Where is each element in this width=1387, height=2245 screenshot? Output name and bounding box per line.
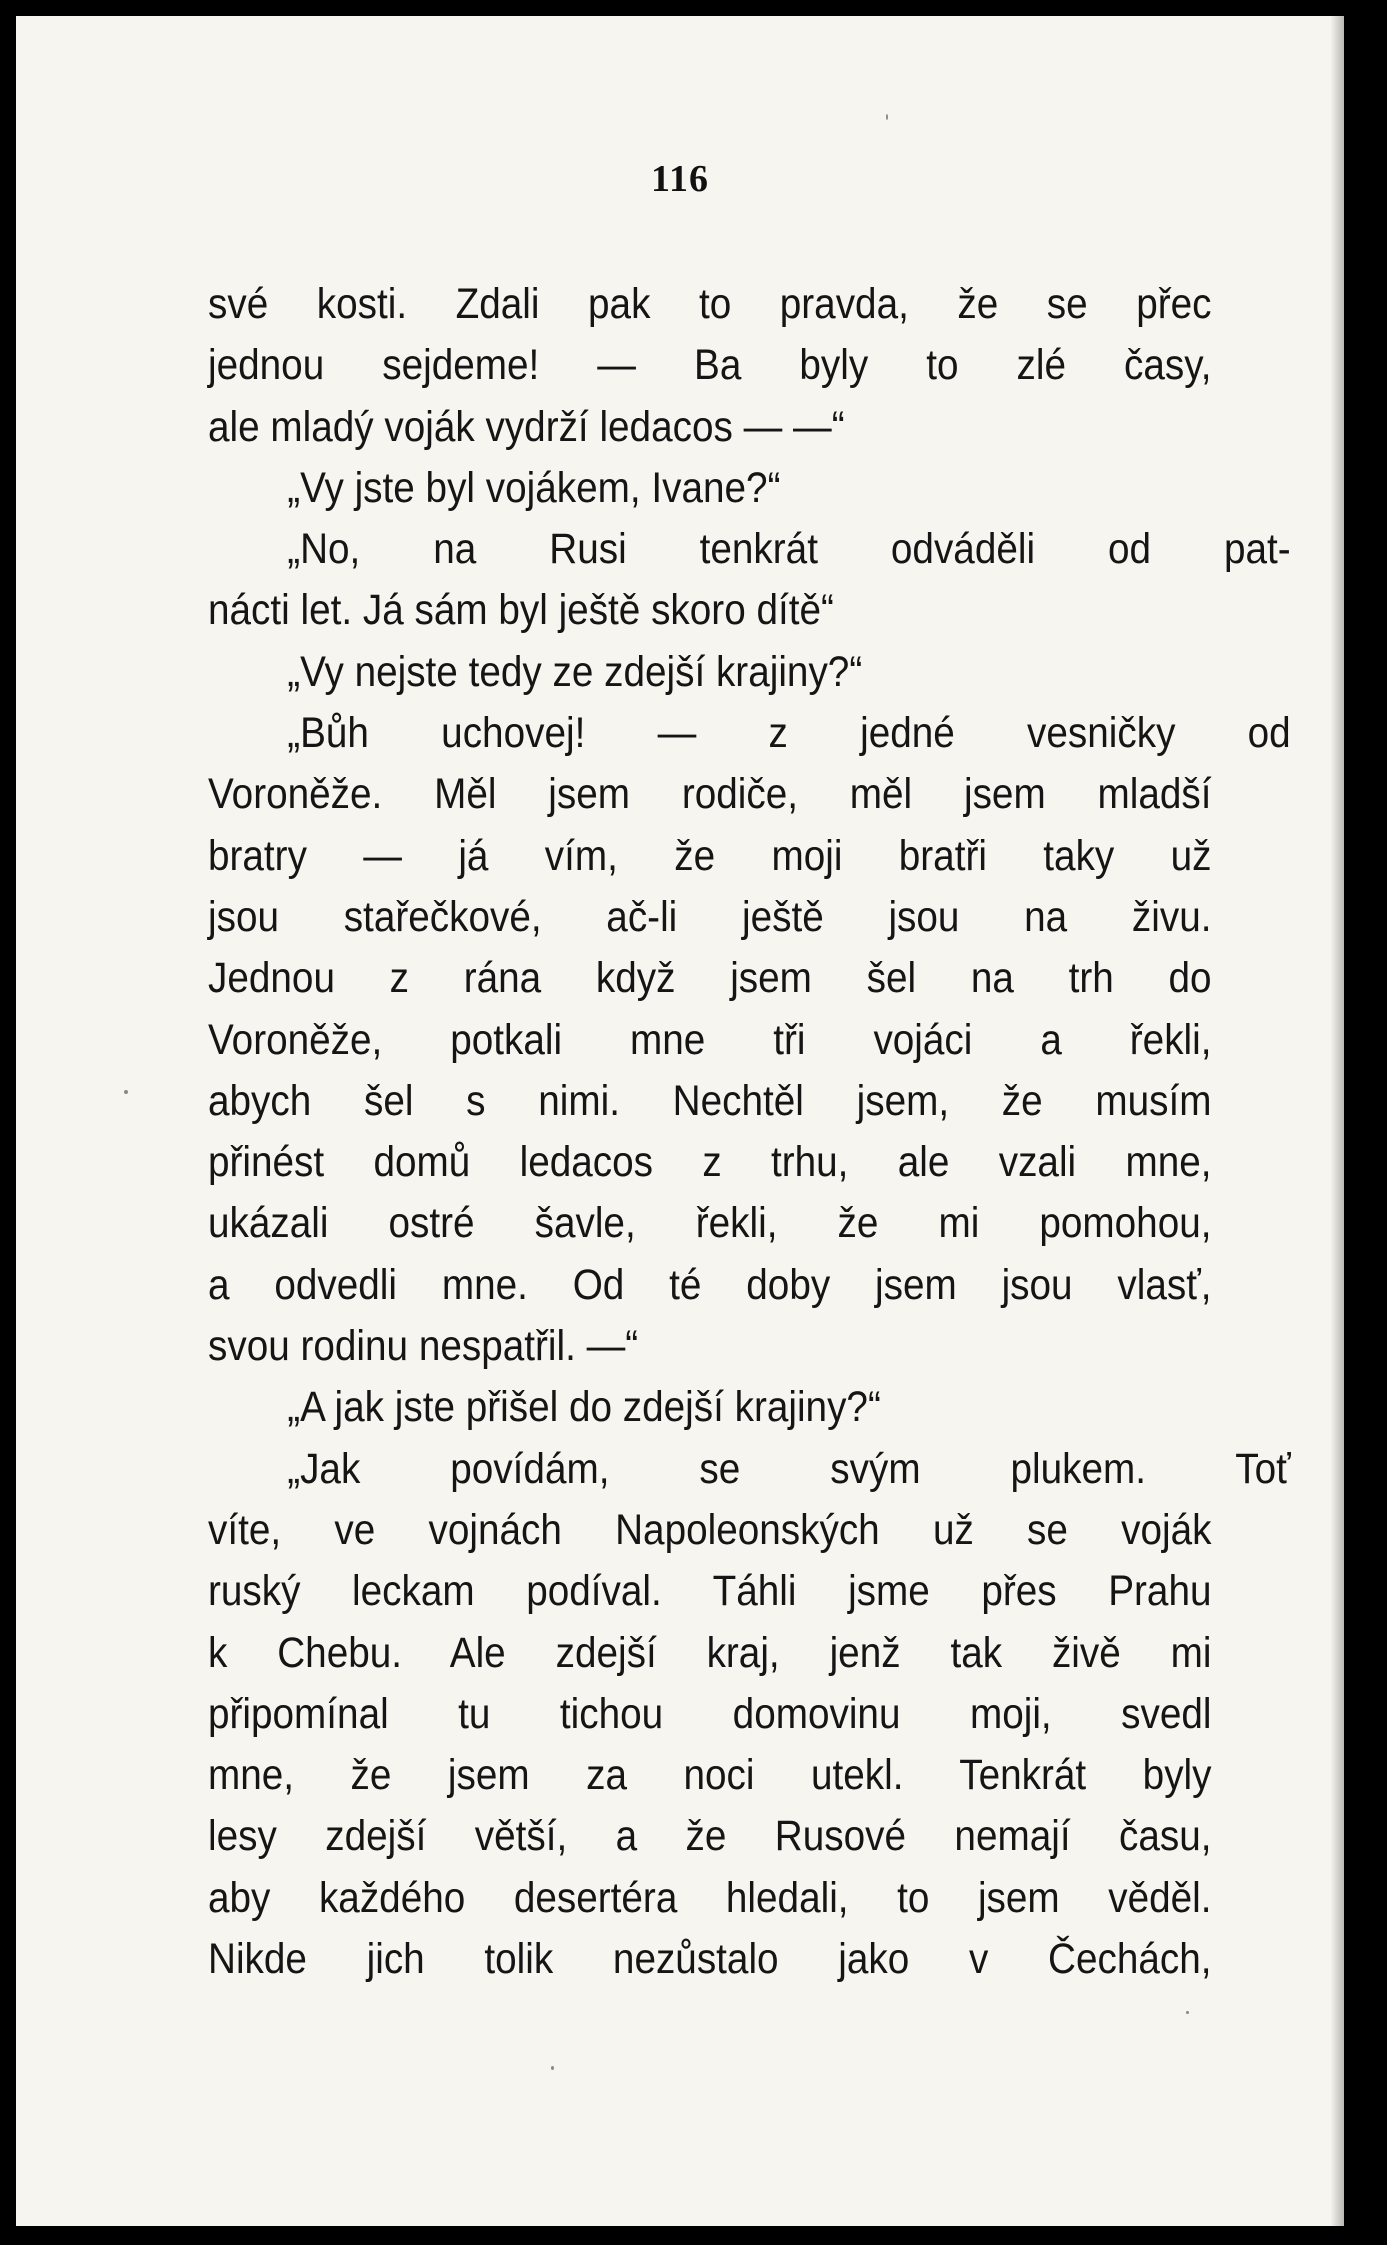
text-line: jednou sejdeme! — Ba byly to zlé časy, — [208, 341, 1212, 390]
text-line: „Vy jste byl vojákem, Ivane?“ — [287, 463, 781, 512]
text-line: „Vy nejste tedy ze zdejší krajiny?“ — [287, 647, 863, 696]
paper-speck — [1186, 2011, 1189, 2014]
text-line: abych šel s nimi. Nechtěl jsem, že musím — [208, 1076, 1212, 1125]
text-line: své kosti. Zdali pak to pravda, že se přec — [208, 280, 1212, 328]
text-line: aby každého desertéra hledali, to jsem věděl. — [208, 1873, 1212, 1922]
text-line: mne, že jsem za noci utekl. Tenkrát byly — [208, 1751, 1212, 1800]
text-line: Voroněže. Měl jsem rodiče, měl jsem mladší — [208, 770, 1212, 819]
text-line: Voroněže, potkali mne tři vojáci a řekli, — [208, 1015, 1212, 1064]
text-line: přinést domů ledacos z trhu, ale vzali mne, — [208, 1138, 1212, 1187]
paper-speck — [886, 114, 888, 120]
text-line: lesy zdejší větší, a že Rusové nemají času, — [208, 1812, 1212, 1861]
text-line: nácti let. Já sám byl ještě skoro dítě“ — [208, 586, 834, 635]
text-line: k Chebu. Ale zdejší kraj, jenž tak živě mi — [208, 1628, 1212, 1677]
text-line: „No, na Rusi tenkrát odváděli od pat- — [287, 525, 1291, 574]
text-line: ale mladý voják vydrží ledacos — —“ — [208, 402, 845, 451]
text-line: svou rodinu nespatřil. —“ — [208, 1322, 639, 1371]
page-edge-shadow — [1330, 16, 1344, 2226]
text-line: „A jak jste přišel do zdejší krajiny?“ — [287, 1383, 881, 1432]
text-line: jsou stařečkové, ač-li ještě jsou na živu. — [208, 892, 1212, 941]
text-line: Jednou z rána když jsem šel na trh do — [208, 954, 1212, 1003]
book-page — [16, 16, 1344, 2226]
text-line: „Jak povídám, se svým plukem. Toť — [287, 1444, 1291, 1493]
text-line: a odvedli mne. Od té doby jsem jsou vlasť, — [208, 1260, 1212, 1309]
text-line: „Bůh uchovej! — z jedné vesničky od — [287, 709, 1291, 758]
text-line: bratry — já vím, že moji bratři taky už — [208, 831, 1212, 880]
paper-speck — [124, 1090, 128, 1094]
text-line: ukázali ostré šavle, řekli, že mi pomohou, — [208, 1199, 1212, 1248]
text-line: Nikde jich tolik nezůstalo jako v Čechách, — [208, 1935, 1212, 1984]
paper-speck — [551, 2066, 554, 2070]
body-text — [208, 274, 1291, 1990]
text-line: připomínal tu tichou domovinu moji, svedl — [208, 1689, 1212, 1738]
page-number: 116 — [651, 158, 709, 200]
text-line: víte, ve vojnách Napoleonských už se voják — [208, 1505, 1212, 1554]
text-line: ruský leckam podíval. Táhli jsme přes Prahu — [208, 1567, 1212, 1616]
